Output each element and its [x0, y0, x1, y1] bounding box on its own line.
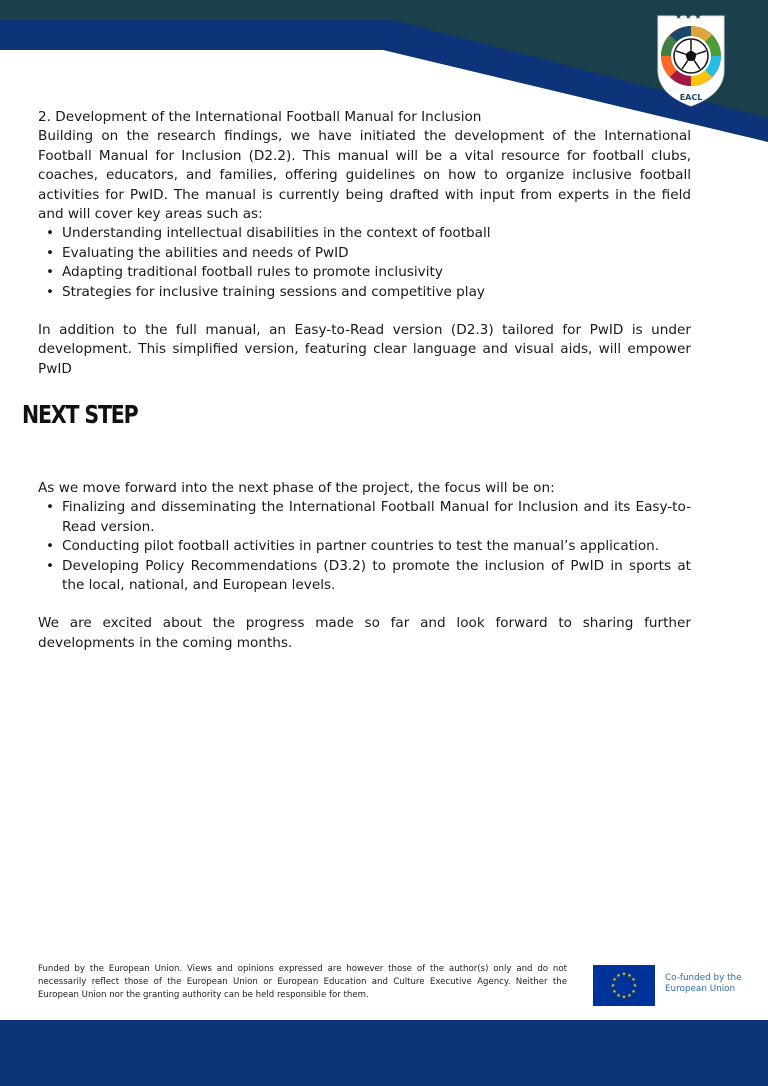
- svg-text:★: ★: [621, 971, 627, 978]
- section-manual: [38, 108, 691, 379]
- svg-text:★: ★: [616, 973, 621, 979]
- section-heading: 2. Development of the International Football Manual for Inclusion: [38, 109, 482, 125]
- list-item: • Evaluating the abilities and needs of PwID: [62, 244, 691, 263]
- list-item: • Conducting pilot football activities in partner countries to test the manual’s application.: [62, 537, 691, 556]
- eacl-logo: [652, 8, 730, 108]
- svg-text:★: ★: [627, 973, 632, 979]
- cofunded-label: Co-funded by the European Union: [665, 973, 742, 994]
- svg-text:★: ★: [610, 983, 616, 989]
- funding-disclaimer: Funded by the European Union. Views and opinions expressed are however those of the author(s) only and do not necessarily reflect those of the European Union or European Education and Culture Executive Agency. Neither the European Union nor the granting authority can be held responsible for them.: [38, 964, 567, 1000]
- svg-text:★: ★: [627, 993, 632, 999]
- logo-text: EACL: [679, 93, 703, 102]
- easy-to-read-paragraph: In addition to the full manual, an Easy-to-Read version (D2.3) tailored for PwID is under development. This simplified version, featuring clear language and visual aids, will empower PwID: [38, 322, 691, 377]
- list-item: • Understanding intellectual disabilities in the context of football: [62, 224, 691, 243]
- svg-text:★: ★: [631, 989, 636, 995]
- list-item: • Finalizing and disseminating the International Football Manual for Inclusion and its Easy-to-Read version.: [62, 498, 691, 537]
- svg-text:★: ★: [612, 989, 617, 995]
- section-next-step: [38, 479, 691, 653]
- key-areas-list: [38, 224, 691, 302]
- closing-paragraph: We are excited about the progress made so far and look forward to sharing further developments in the coming months.: [38, 615, 691, 651]
- section-intro: Building on the research findings, we have initiated the development of the International Football Manual for Inclusion (D2.2). This manual will be a vital resource for football clubs, coaches, educators, and families, offering guidelines on how to organize inclusive football activities for PwID. The manual is currently being drafted with input from experts in the field and will cover key areas such as:: [38, 128, 691, 223]
- svg-text:★: ★: [616, 993, 621, 999]
- svg-text:★: ★: [631, 977, 636, 983]
- svg-text:★: ★: [632, 983, 638, 989]
- list-item: • Developing Policy Recommendations (D3.2) to promote the inclusion of PwID in sports at the local, national, and European levels.: [62, 557, 691, 596]
- next-step-list: [38, 498, 691, 595]
- list-item: • Adapting traditional football rules to promote inclusivity: [62, 263, 691, 282]
- svg-text:★ ★ ★: ★ ★ ★: [675, 12, 702, 21]
- svg-text:★: ★: [612, 977, 617, 983]
- svg-text:★: ★: [621, 994, 627, 1001]
- footer-band: [0, 1020, 768, 1086]
- next-step-title: NEXT STEP: [22, 400, 138, 429]
- list-item: • Strategies for inclusive training sessions and competitive play: [62, 283, 691, 302]
- eu-flag-icon: [593, 965, 655, 1006]
- next-step-intro: As we move forward into the next phase of the project, the focus will be on:: [38, 480, 555, 496]
